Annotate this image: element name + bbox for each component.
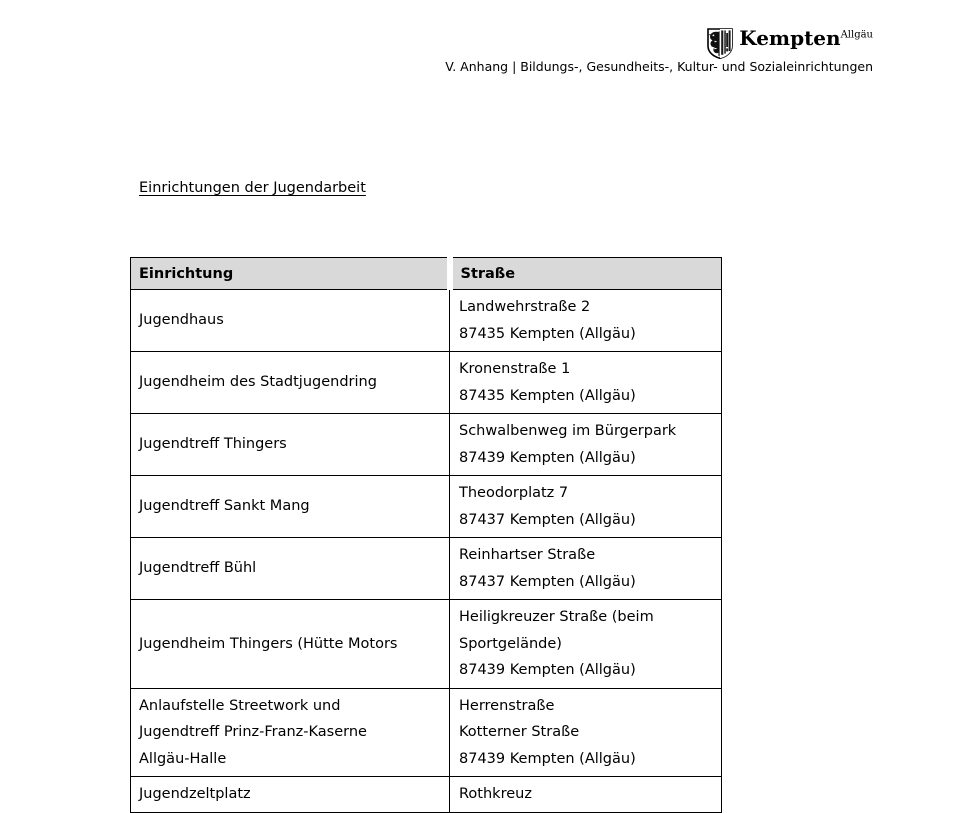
brand-wordmark <box>739 28 873 49</box>
cell-line: Theodorplatz 7 <box>459 485 569 501</box>
cell-line: 87439 Kempten (Allgäu) <box>459 662 636 678</box>
cell-line: 87439 Kempten (Allgäu) <box>459 449 636 466</box>
cell-line: 87437 Kempten (Allgäu) <box>459 573 636 590</box>
cell-line: Reinhartser Straße <box>459 547 596 563</box>
cell-line: Sportgelände) <box>459 635 562 652</box>
cell-line: 87437 Kempten (Allgäu) <box>459 511 636 528</box>
cell-line: Jugendhaus <box>139 312 224 329</box>
facilities-table <box>130 257 722 813</box>
cell-line: Jugendtreff Bühl <box>139 560 257 577</box>
cell-line: Jugendtreff Prinz-Franz-Kaserne <box>139 724 367 740</box>
table-row <box>131 688 722 777</box>
cell-line: Rothkreuz <box>459 786 532 802</box>
cell-line: Heiligkreuzer Straße (beim <box>459 609 654 625</box>
table-row <box>131 600 722 689</box>
cell-strasse <box>450 688 722 777</box>
cell-strasse <box>450 777 722 813</box>
document-breadcrumb: V. Anhang | Bildungs-, Gesundheits-, Kultur- und Sozialeinrichtungen <box>445 59 873 74</box>
cell-strasse <box>450 352 722 414</box>
cell-einrichtung <box>131 688 450 777</box>
table-body <box>131 290 722 813</box>
cell-einrichtung <box>131 600 450 689</box>
cell-line: Jugendheim des Stadtjugendring <box>139 374 377 391</box>
cell-line: Jugendtreff Thingers <box>139 436 287 453</box>
cell-strasse <box>450 600 722 689</box>
cell-line: Kotterner Straße <box>459 724 580 740</box>
brand-superscript: Allgäu <box>840 29 873 41</box>
cell-strasse <box>450 414 722 476</box>
table-row <box>131 476 722 538</box>
cell-line: Jugendheim Thingers (Hütte Motors <box>139 635 398 652</box>
cell-einrichtung <box>131 414 450 476</box>
table-row <box>131 414 722 476</box>
page-title: Einrichtungen der Jugendarbeit <box>139 180 366 196</box>
table-row <box>131 290 722 352</box>
cell-einrichtung <box>131 777 450 813</box>
column-header-strasse: Straße <box>450 258 722 290</box>
table-row <box>131 538 722 600</box>
cell-line: Allgäu-Halle <box>139 750 227 767</box>
cell-line: Landwehrstraße 2 <box>459 299 591 315</box>
cell-einrichtung <box>131 476 450 538</box>
cell-line: Herrenstraße <box>459 697 555 714</box>
cell-strasse <box>450 538 722 600</box>
table-row <box>131 352 722 414</box>
table-header-row <box>131 258 722 290</box>
cell-line: Kronenstraße 1 <box>459 361 571 377</box>
table-row <box>131 777 722 813</box>
cell-einrichtung <box>131 538 450 600</box>
page-header <box>0 0 965 90</box>
kempten-logo <box>707 28 873 59</box>
cell-einrichtung <box>131 352 450 414</box>
cell-line: 87435 Kempten (Allgäu) <box>459 325 636 342</box>
brand-name: Kempten <box>739 26 841 50</box>
cell-strasse <box>450 476 722 538</box>
cell-line: 87439 Kempten (Allgäu) <box>459 750 636 767</box>
column-header-einrichtung: Einrichtung <box>131 258 450 290</box>
cell-line: 87435 Kempten (Allgäu) <box>459 387 636 404</box>
cell-strasse <box>450 290 722 352</box>
cell-line: Schwalbenweg im Bürgerpark <box>459 423 677 439</box>
cell-line: Jugendtreff Sankt Mang <box>139 498 310 515</box>
cell-line: Jugendzeltplatz <box>139 786 251 802</box>
coat-of-arms-icon <box>707 28 733 59</box>
cell-einrichtung <box>131 290 450 352</box>
cell-line: Anlaufstelle Streetwork und <box>139 697 341 714</box>
